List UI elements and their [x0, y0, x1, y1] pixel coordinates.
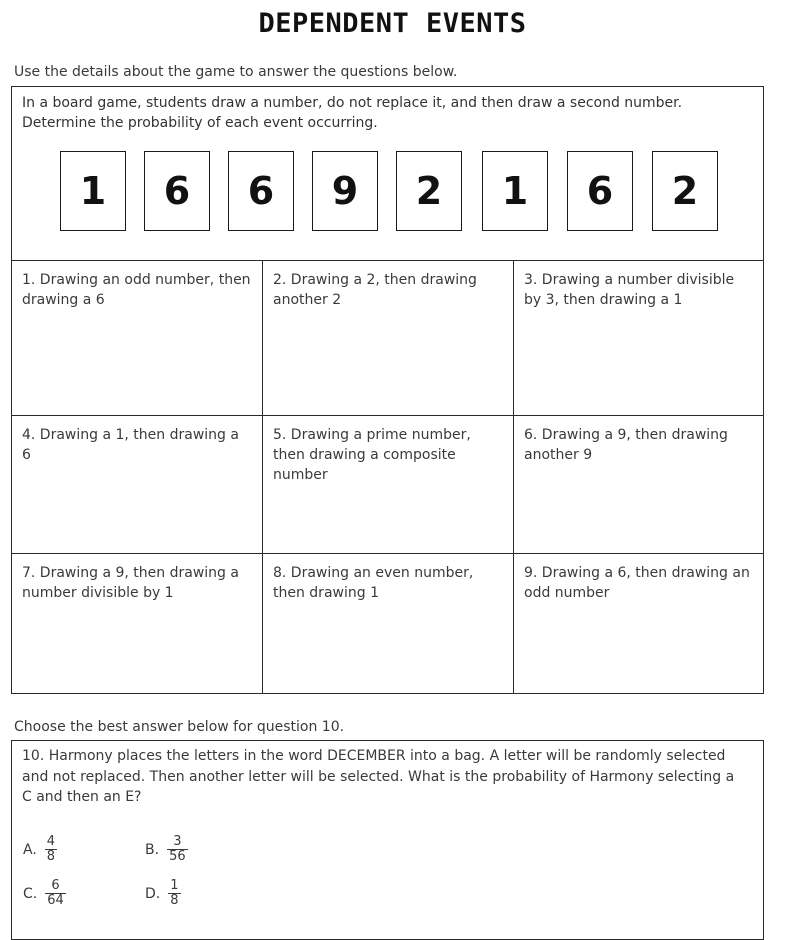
question-5: 5. Drawing a prime number, then drawing a composite number [262, 415, 513, 553]
question-8: 8. Drawing an even number, then drawing 1 [262, 553, 513, 694]
option-b-numerator: 3 [173, 834, 182, 849]
question-10-text: 10. Harmony places the letters in the word DECEMBER into a bag. A letter will be randomly selected and not replaced. Then another letter will be selected. What is the probability of Harmony selecting a C and then an E? [22, 748, 735, 805]
instructions-top: Use the details about the game to answer the questions below. [14, 64, 458, 80]
question-6: 6. Drawing a 9, then drawing another 9 [513, 415, 764, 553]
option-d-numerator: 1 [170, 878, 179, 893]
question-2: 2. Drawing a 2, then drawing another 2 [262, 260, 513, 415]
number-card-8: 2 [652, 151, 718, 231]
question-grid [11, 260, 764, 694]
game-box [11, 86, 764, 694]
number-card-3: 6 [228, 151, 294, 231]
number-cards [12, 151, 763, 233]
page-title: DEPENDENT EVENTS [258, 8, 527, 39]
option-c-numerator: 6 [51, 878, 60, 893]
question-7: 7. Drawing a 9, then drawing a number divisible by 1 [11, 553, 262, 694]
option-d-label: D. [145, 885, 161, 902]
option-d [145, 879, 181, 908]
option-b-fraction [167, 835, 188, 864]
number-card-4: 9 [312, 151, 378, 231]
option-d-denominator: 8 [170, 893, 179, 908]
question-4: 4. Drawing a 1, then drawing a 6 [11, 415, 262, 553]
intro-text: In a board game, students draw a number, do not replace it, and then draw a second number. Determine the probability of each event occurring. [22, 95, 683, 131]
option-a-fraction [45, 835, 57, 864]
question-10-box [11, 740, 764, 940]
option-a-numerator: 4 [46, 834, 56, 849]
question-9: 9. Drawing a 6, then drawing an odd number [513, 553, 764, 694]
option-a-denominator: 8 [46, 849, 56, 864]
option-c-label: C. [23, 885, 38, 902]
option-a [23, 835, 57, 864]
option-b-label: B. [145, 841, 160, 858]
number-card-6: 1 [482, 151, 548, 231]
option-a-label: A. [23, 841, 37, 858]
option-c-denominator: 64 [47, 893, 64, 908]
number-card-7: 6 [567, 151, 633, 231]
number-card-2: 6 [144, 151, 210, 231]
option-d-fraction [168, 879, 180, 908]
option-b [145, 835, 188, 864]
number-card-1: 1 [60, 151, 126, 231]
option-c [23, 879, 66, 908]
number-card-5: 2 [396, 151, 462, 231]
instructions-bottom: Choose the best answer below for question 10. [14, 719, 345, 735]
question-3: 3. Drawing a number divisible by 3, then drawing a 1 [513, 260, 764, 415]
question-1: 1. Drawing an odd number, then drawing a 6 [11, 260, 262, 415]
option-c-fraction [45, 879, 66, 908]
option-b-denominator: 56 [169, 849, 186, 864]
